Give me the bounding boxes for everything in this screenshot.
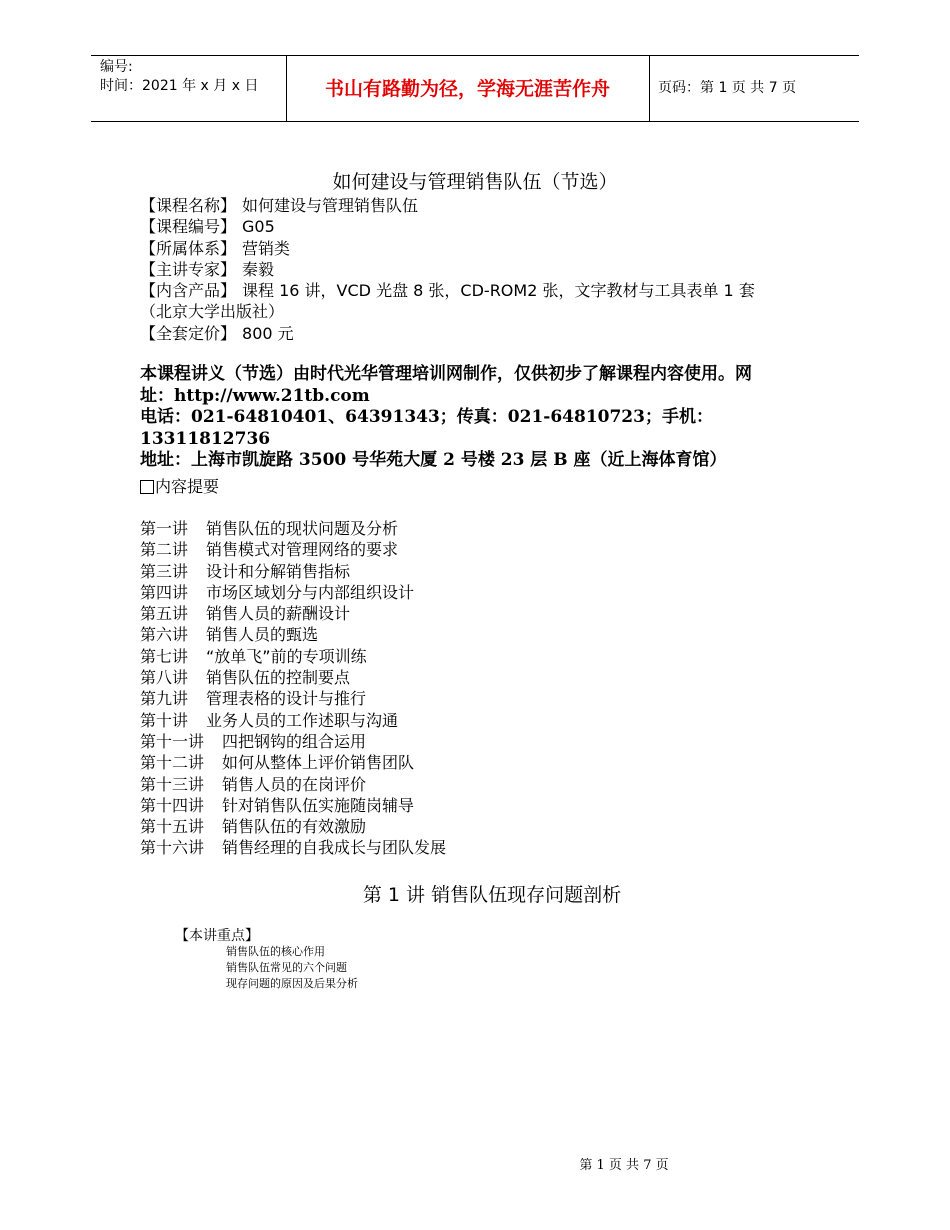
key-points-label: 【本讲重点】	[175, 928, 259, 944]
toc-item-number: 第八讲	[140, 668, 189, 688]
toc-item-number: 第二讲	[140, 540, 189, 560]
info-value: （北京大学出版社）	[140, 302, 285, 322]
toc-item	[140, 795, 446, 816]
checkbox-icon	[140, 480, 154, 494]
info-row-products	[140, 280, 840, 301]
toc-item-number: 第十四讲	[140, 795, 205, 815]
info-row-publisher	[140, 301, 840, 322]
info-key: 【全套定价】	[140, 323, 237, 343]
header-page-label: 页码：第 1 页 共 7 页	[658, 80, 797, 96]
toc-item-number: 第三讲	[140, 561, 189, 581]
info-key: 【课程名称】	[140, 196, 237, 215]
header-time-label: 时间：2021 年 x 月 x 日	[100, 78, 259, 94]
toc-item	[140, 774, 446, 795]
info-row-system	[140, 238, 840, 259]
toc-item-number: 第一讲	[140, 519, 189, 538]
intro-contact	[140, 364, 830, 472]
toc-item	[140, 561, 446, 582]
key-point: 现存问题的原因及后果分析	[226, 977, 358, 990]
toc-item	[140, 646, 446, 667]
toc-item-number: 第十五讲	[140, 817, 205, 837]
toc-item-number: 第四讲	[140, 582, 189, 602]
toc-item-title: 管理表格的设计与推行	[206, 689, 367, 709]
toc-item-number: 第十六讲	[140, 838, 205, 858]
toc-item	[140, 518, 446, 539]
address-line: 地址：上海市凯旋路 3500 号华苑大厦 2 号楼 23 层 B 座（近上海体育馆）	[140, 450, 727, 470]
toc-item-number: 第十二讲	[140, 753, 205, 773]
toc-item-title: 市场区域划分与内部组织设计	[206, 582, 415, 602]
toc-item-number: 第十一讲	[140, 731, 205, 751]
course-info	[140, 195, 840, 344]
page-footer: 第 1 页 共 7 页	[579, 1158, 669, 1173]
toc-item	[140, 688, 446, 709]
toc-item-number: 第六讲	[140, 625, 189, 645]
info-row-price	[140, 323, 840, 344]
toc-item	[140, 603, 446, 624]
toc-item-number: 第九讲	[140, 689, 189, 709]
key-points-list	[226, 944, 358, 992]
info-key: 【课程编号】	[140, 217, 237, 237]
header-bottom-rule	[91, 121, 859, 122]
toc-item-title: 如何从整体上评价销售团队	[222, 753, 415, 773]
key-point: 销售队伍的核心作用	[226, 945, 325, 958]
document-title: 如何建设与管理销售队伍（节选）	[332, 171, 618, 193]
header-code-label: 编号:	[100, 59, 133, 75]
info-key: 【所属体系】	[140, 238, 237, 258]
toc-item	[140, 816, 446, 837]
header-motto: 书山有路勤为径，学海无涯苦作舟	[324, 78, 610, 100]
header-meta	[100, 58, 258, 96]
toc-item-title: “放单飞”前的专项训练	[206, 646, 367, 666]
info-value: 营销类	[242, 238, 291, 258]
info-value: 如何建设与管理销售队伍	[242, 196, 419, 215]
toc-item-title: 销售模式对管理网络的要求	[206, 540, 399, 560]
toc-item-number: 第五讲	[140, 604, 189, 624]
toc-heading-label: 内容提要	[155, 477, 220, 496]
website-line: 址：http://www.21tb.com	[140, 385, 370, 406]
toc-item-number: 第十三讲	[140, 774, 205, 794]
toc-item-number: 第十讲	[140, 710, 189, 730]
info-value: 课程 16 讲，VCD 光盘 8 张，CD-ROM2 张，文字教材与工具表单 1 套	[242, 281, 755, 301]
toc-item	[140, 837, 446, 858]
intro-line: 本课程讲义（节选）由时代光华管理培训网制作，仅供初步了解课程内容使用。网	[140, 364, 752, 384]
toc-item-title: 销售人员的薪酬设计	[206, 604, 351, 624]
header-divider-right	[649, 55, 650, 121]
toc-item	[140, 752, 446, 773]
toc-item-title: 销售人员的在岗评价	[222, 774, 367, 794]
info-row-lecturer	[140, 259, 840, 280]
lecture-title: 第 1 讲 销售队伍现存问题剖析	[362, 884, 622, 906]
info-row-course-name	[140, 195, 840, 216]
toc-item	[140, 539, 446, 560]
toc-item-title: 四把钢钩的组合运用	[222, 731, 367, 751]
toc-item-title: 销售队伍的有效激励	[222, 817, 367, 837]
toc-item-title: 销售队伍的控制要点	[206, 668, 351, 688]
info-row-course-code	[140, 216, 840, 237]
toc-item	[140, 710, 446, 731]
info-value: 秦毅	[242, 259, 275, 279]
info-value: G05	[242, 217, 275, 237]
phone-line: 电话：021-64810401、64391343；传真：021-64810723；手机：13311812736	[140, 407, 713, 449]
key-point: 销售队伍常见的六个问题	[226, 961, 347, 974]
toc-item-title: 销售队伍的现状问题及分析	[206, 519, 399, 538]
table-of-contents	[140, 518, 446, 859]
toc-item-number: 第七讲	[140, 646, 189, 666]
toc-item	[140, 624, 446, 645]
toc-item	[140, 667, 446, 688]
toc-item-title: 针对销售队伍实施随岗辅导	[222, 795, 415, 815]
info-key: 【内含产品】	[140, 281, 237, 301]
toc-item	[140, 582, 446, 603]
toc-item-title: 业务人员的工作述职与沟通	[206, 710, 399, 730]
toc-item-title: 销售人员的甄选	[206, 625, 319, 645]
toc-item-title: 设计和分解销售指标	[206, 561, 351, 581]
info-key: 【主讲专家】	[140, 259, 237, 279]
toc-item-title: 销售经理的自我成长与团队发展	[222, 838, 447, 858]
header-top-rule	[91, 55, 859, 56]
toc-heading	[140, 476, 219, 497]
toc-item	[140, 731, 446, 752]
info-value: 800 元	[242, 323, 294, 343]
